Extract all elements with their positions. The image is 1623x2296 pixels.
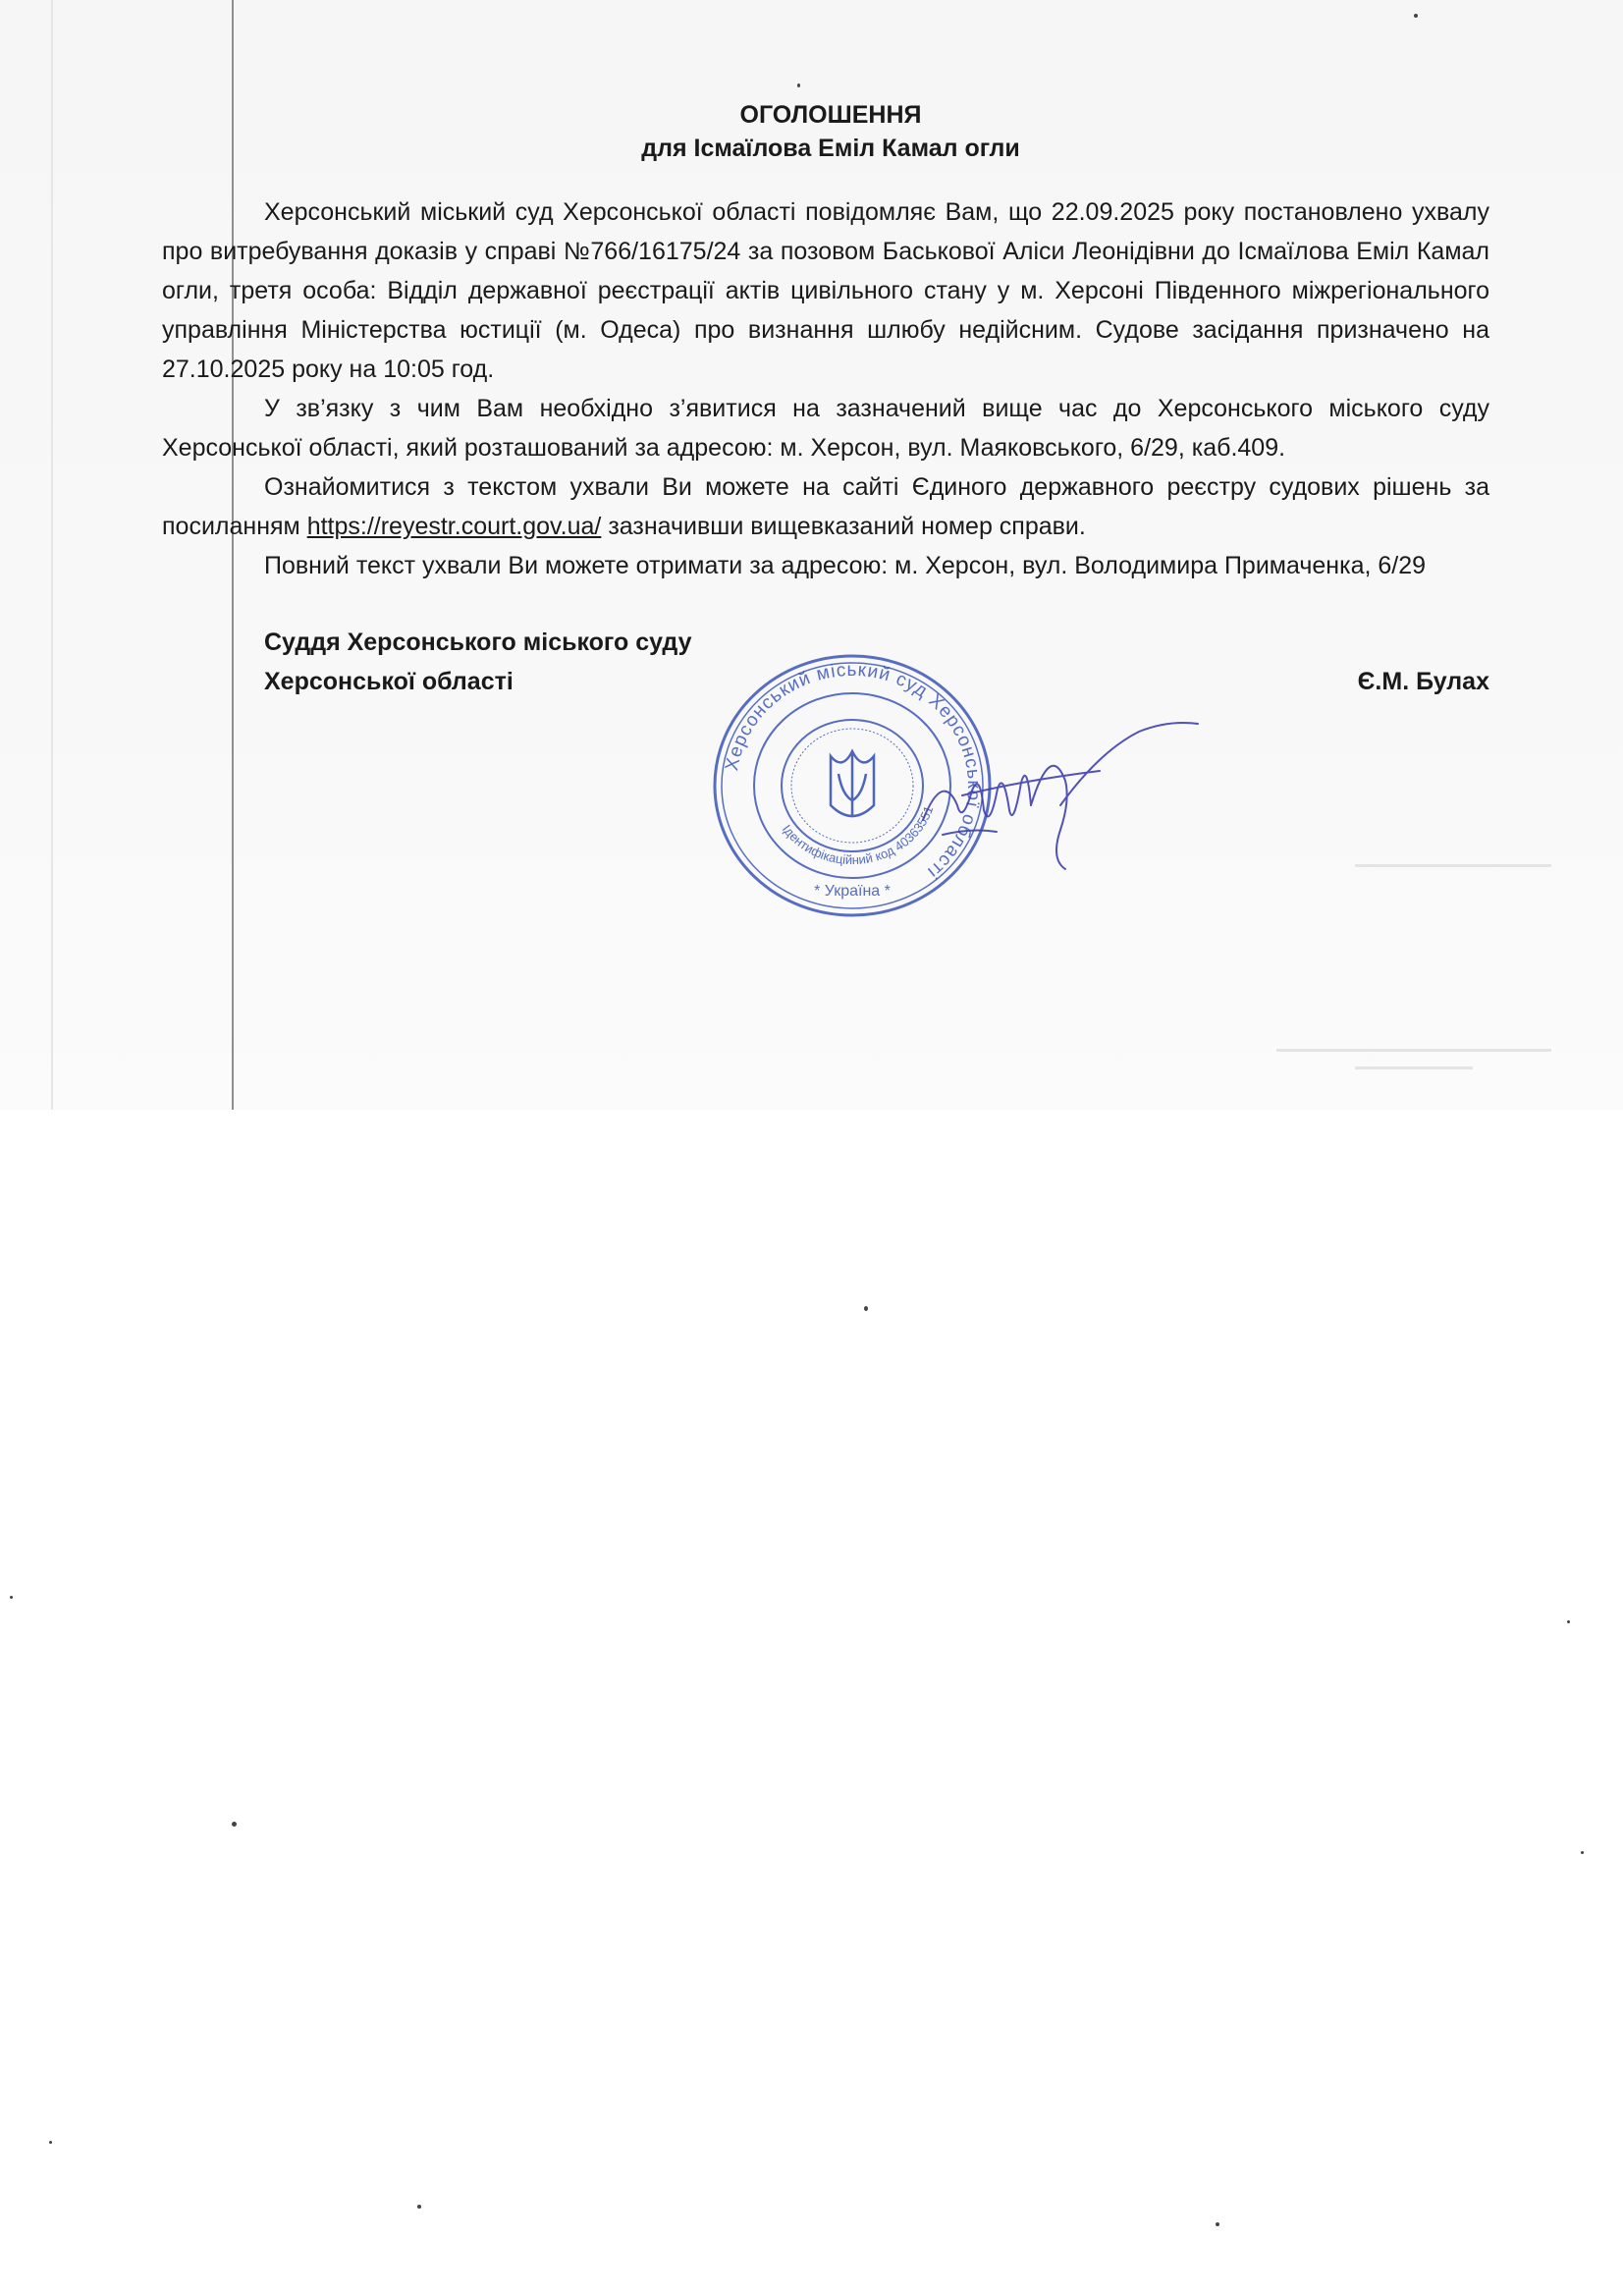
scan-speck (1216, 2222, 1219, 2226)
scan-speck (10, 1596, 13, 1599)
registry-link[interactable]: https://reyestr.court.gov.ua/ (306, 513, 602, 540)
document-subtitle: для Ісмаїлова Еміл Камал огли (641, 135, 1020, 162)
scan-speck (1581, 1851, 1584, 1854)
registry-text-after: зазначивши вищевказаний номер справи. (601, 513, 1086, 540)
scan-speck (49, 2141, 52, 2144)
paragraph-notice: Херсонський міський суд Херсонської області повідомляє Вам, що 22.09.2025 року постановлено ухвалу про витребування доказів у справі №766/16175/24 за позовом Баськової Аліси Леонідівни до Ісмаїлова Еміл Камал огли, третя особа: Відділ державної реєстрації актів цивільного стану у м. Херсоні Південного міжрегіонального управління Міністерства юстиції (м. Одеса) про визнання шлюбу недійсним. Судове засідання призначено на 27.10.2025 року на 10:05 год. (162, 198, 1489, 383)
seal-bottom-text: * Україна * (814, 883, 891, 900)
handwritten-signature-icon (903, 712, 1217, 879)
seal-outer-text: Херсонський міський суд Херсонської області (722, 659, 985, 883)
document-title: ОГОЛОШЕННЯ (739, 101, 922, 129)
scan-speck (417, 2205, 421, 2209)
signatory-title (264, 623, 692, 701)
scan-artifact (1355, 1066, 1473, 1069)
signatory-name: Є.М. Булах (1357, 668, 1489, 695)
paragraph-registry (162, 467, 1489, 546)
scan-edge (51, 0, 53, 1110)
scan-artifact (1276, 1049, 1551, 1052)
trident-icon (831, 751, 874, 816)
scan-artifact (1355, 864, 1551, 867)
scan-speck (864, 1306, 868, 1311)
signatory-title-line2: Херсонської області (264, 668, 514, 695)
scan-speck (1414, 14, 1418, 18)
scan-speck (232, 1822, 237, 1827)
paragraph-full-text: Повний текст ухвали Ви можете отримати за адресою: м. Херсон, вул. Володимира Примаченка, 6/29 (264, 552, 1427, 579)
seal-inner-text: Ідентифікаційний код 40363551 (779, 803, 937, 868)
scan-speck (797, 83, 800, 87)
signatory-title-line1: Суддя Херсонського міського суду (264, 629, 692, 656)
registry-text-before: Ознайомитися з текстом ухвали Ви можете на сайті Єдиного державного реєстру судових рішень за посиланням (162, 473, 1489, 540)
scan-speck (1567, 1620, 1570, 1623)
paragraph-appearance: У зв’язку з чим Вам необхідно з’явитися на зазначений вище час до Херсонського міського суду Херсонської області, який розташований за адресою: м. Херсон, вул. Маяковського, 6/29, каб.409. (162, 395, 1489, 462)
document-page (162, 98, 1489, 711)
